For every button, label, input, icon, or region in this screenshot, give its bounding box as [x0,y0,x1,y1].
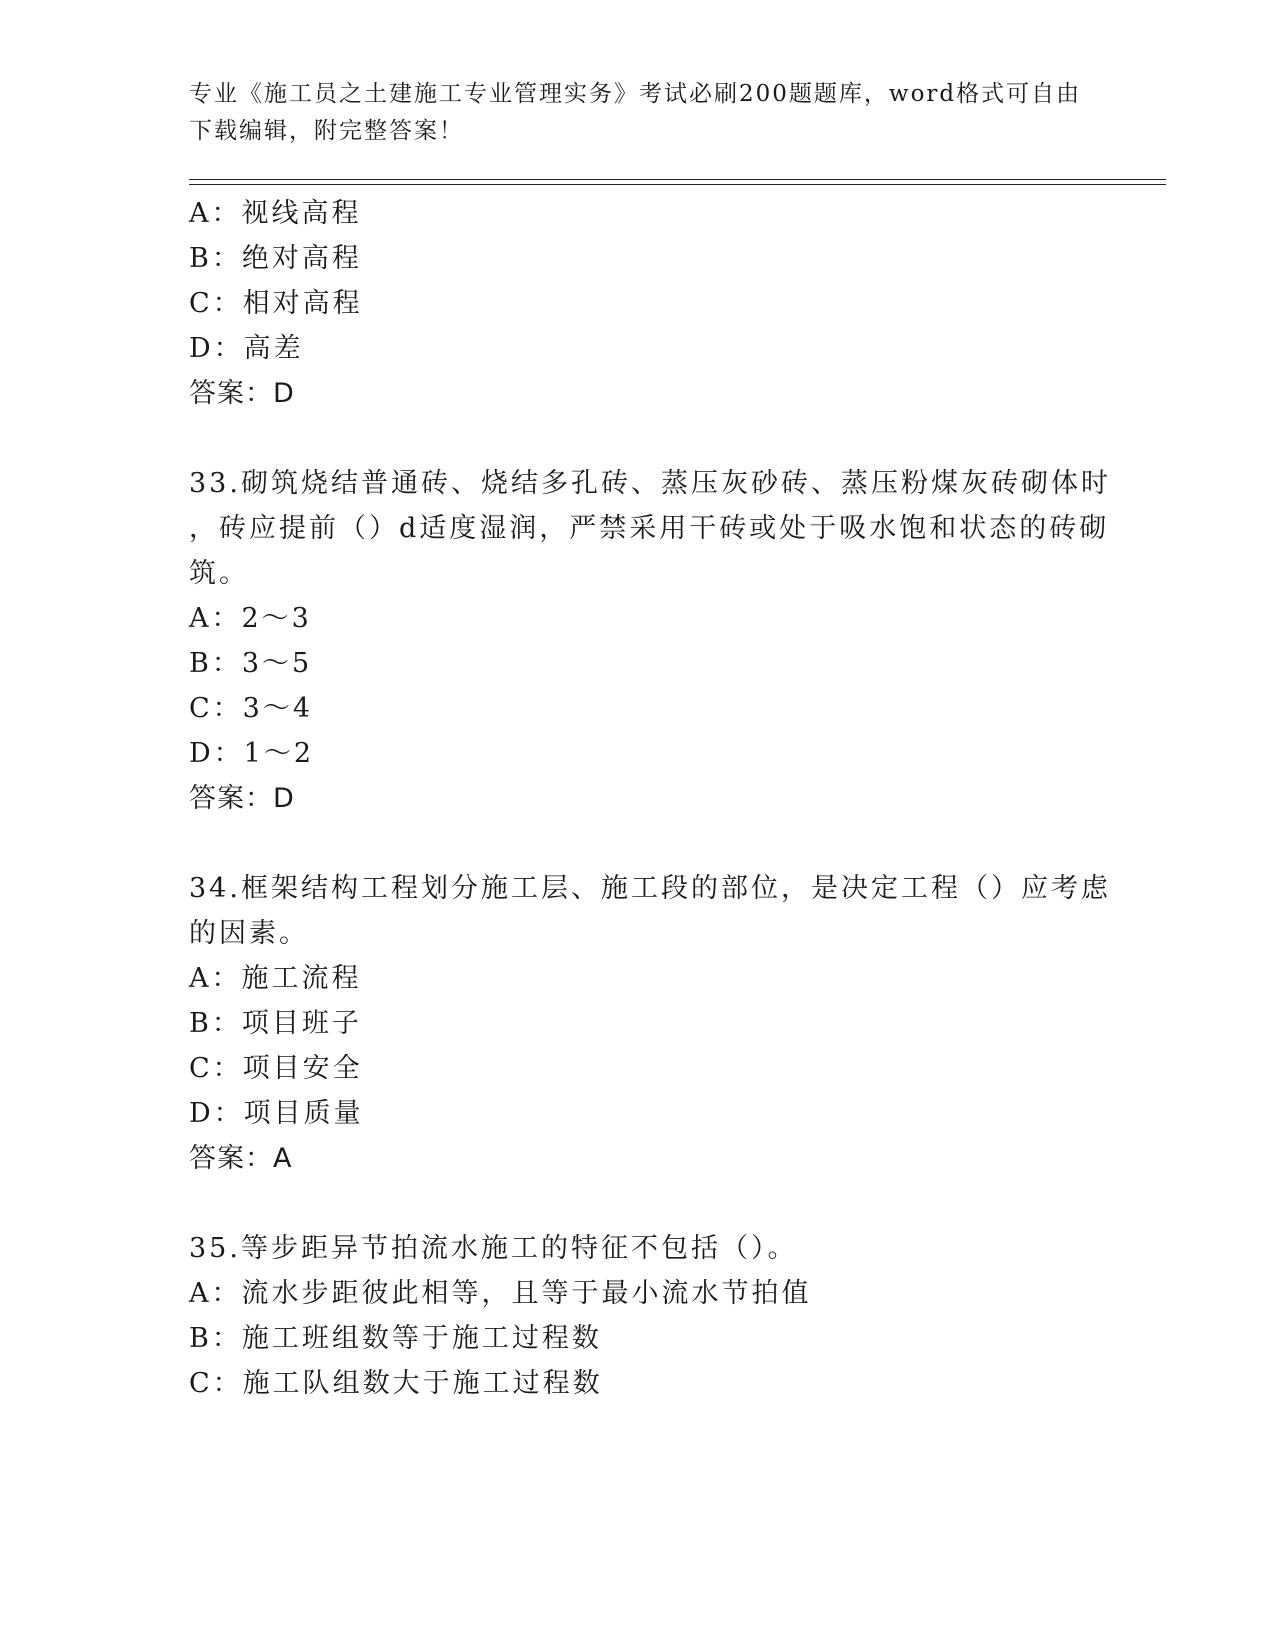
q33-option-c: C：3～4 [189,693,314,724]
q33-option-a: A：2～3 [189,603,312,634]
q34-answer: 答案：A [189,1143,293,1174]
q34-stem-line-2: 的因素。 [189,918,309,949]
q34-option-a: A：施工流程 [189,963,362,994]
q34-option-d: D：项目质量 [189,1098,364,1129]
q34-stem-line-1: 34.框架结构工程划分施工层、施工段的部位，是决定工程（）应考虑 [189,873,1111,904]
q32-option-a: A：视线高程 [189,198,362,229]
q34-option-b: B：项目班子 [189,1008,362,1039]
q33-stem-line-2: ，砖应提前（）d适度湿润，严禁采用干砖或处于吸水饱和状态的砖砌 [189,513,1110,544]
q32-answer: 答案：D [189,378,295,409]
document-header [189,76,1089,150]
q34-option-c: C：项目安全 [189,1053,363,1084]
q35-option-c: C：施工队组数大于施工过程数 [189,1368,603,1399]
q32-option-c: C：相对高程 [189,288,363,319]
q33-option-d: D：1～2 [189,738,315,769]
header-divider-top [189,179,1166,180]
header-line-1: 专业《施工员之土建施工专业管理实务》考试必刷200题题库，word格式可自由 [189,81,1082,107]
q32-option-b: B：绝对高程 [189,243,362,274]
header-divider-bottom [189,184,1166,185]
q33-option-b: B：3～5 [189,648,313,679]
q35-option-b: B：施工班组数等于施工过程数 [189,1323,602,1354]
q35-option-a: A：流水步距彼此相等，且等于最小流水节拍值 [189,1278,812,1309]
q32-option-d: D：高差 [189,333,304,364]
q33-stem-line-1: 33.砌筑烧结普通砖、烧结多孔砖、蒸压灰砂砖、蒸压粉煤灰砖砌体时 [189,468,1111,499]
q35-stem-line-1: 35.等步距异节拍流水施工的特征不包括（）。 [189,1233,798,1264]
q33-answer: 答案：D [189,783,295,814]
header-line-2: 下载编辑，附完整答案！ [189,118,464,144]
q33-stem-line-3: 筑。 [189,558,249,589]
